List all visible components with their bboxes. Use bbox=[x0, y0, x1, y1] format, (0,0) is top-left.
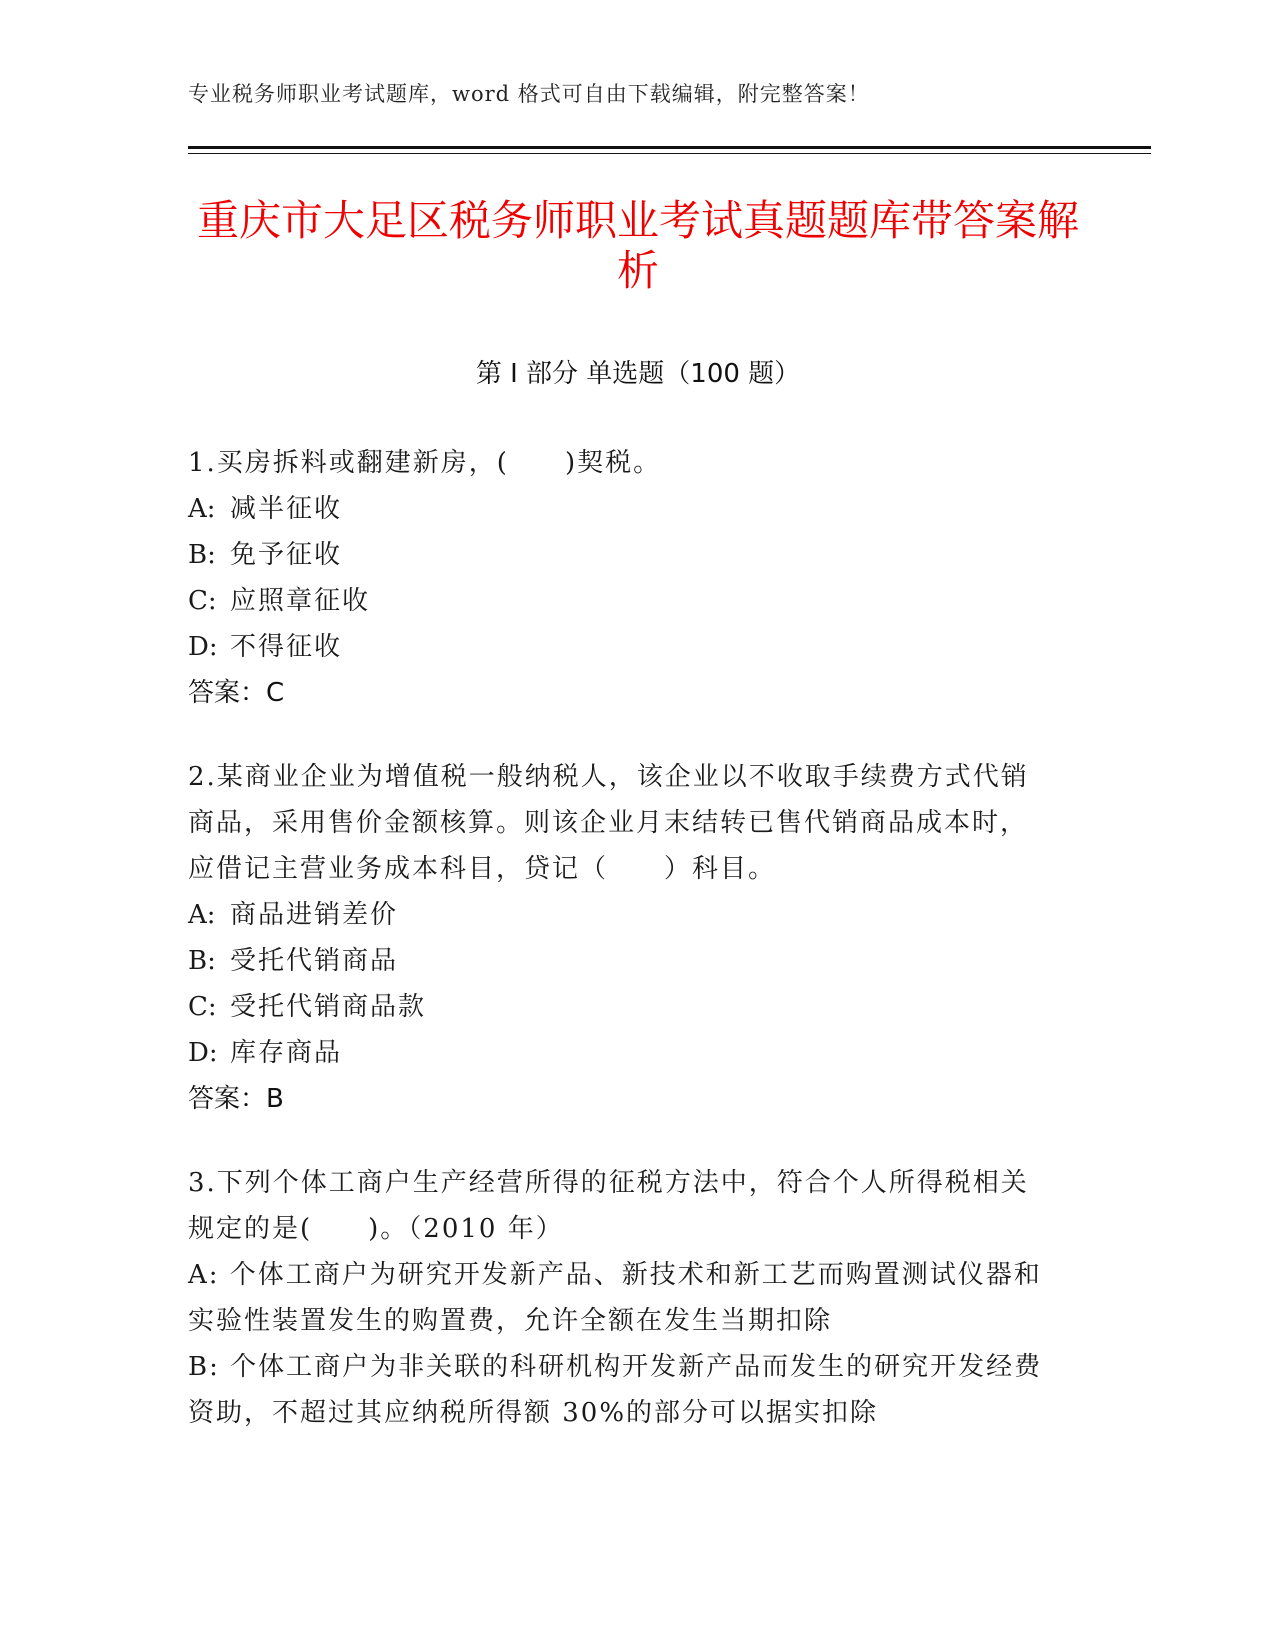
option-prefix: D: bbox=[188, 632, 218, 662]
option-c bbox=[188, 578, 1088, 624]
option-text: 减半征收 bbox=[230, 494, 343, 524]
document-title: 重庆市大足区税务师职业考试真题题库带答案解析 bbox=[196, 196, 1079, 295]
option-b bbox=[188, 938, 1088, 984]
question-stem: 2.某商业企业为增值税一般纳税人，该企业以不收取手续费方式代销 bbox=[188, 762, 1029, 792]
option-text: 免予征收 bbox=[230, 540, 343, 570]
answer-line: 答案：C bbox=[188, 678, 285, 708]
question-stem: 商品，采用售价金额核算。则该企业月末结转已售代销商品成本时， bbox=[188, 808, 1029, 838]
option-c bbox=[188, 984, 1088, 1030]
option-a-continued: 实验性装置发生的购置费，允许全额在发生当期扣除 bbox=[188, 1306, 833, 1336]
question-stem: 规定的是( )。（2010 年） bbox=[188, 1214, 564, 1244]
option-prefix: C: bbox=[188, 586, 217, 616]
option-prefix: A: bbox=[188, 494, 216, 524]
option-prefix: B: bbox=[188, 540, 216, 570]
question-stem: 3.下列个体工商户生产经营所得的征税方法中，符合个人所得税相关 bbox=[188, 1168, 1029, 1198]
question-stem: 应借记主营业务成本科目，贷记（ ）科目。 bbox=[188, 854, 777, 884]
header-note: 专业税务师职业考试题库，word 格式可自由下载编辑，附完整答案！ bbox=[188, 82, 870, 106]
answer-line: 答案：B bbox=[188, 1084, 284, 1114]
option-b bbox=[188, 532, 1088, 578]
option-prefix: A: bbox=[188, 900, 216, 930]
option-prefix: C: bbox=[188, 992, 217, 1022]
option-text: 受托代销商品款 bbox=[230, 992, 427, 1022]
option-text: 商品进销差价 bbox=[230, 900, 399, 930]
option-a bbox=[188, 892, 1088, 938]
option-text: 受托代销商品 bbox=[230, 946, 399, 976]
option-text: 应照章征收 bbox=[230, 586, 371, 616]
question-stem: 1.买房拆料或翻建新房，( )契税。 bbox=[188, 448, 662, 478]
header-rule-thick bbox=[188, 146, 1151, 149]
question-1 bbox=[188, 440, 1088, 716]
option-prefix: D: bbox=[188, 1038, 218, 1068]
option-a: A: 个体工商户为研究开发新产品、新技术和新工艺而购置测试仪器和 bbox=[188, 1260, 1042, 1290]
question-list bbox=[188, 440, 1088, 1474]
option-b: B: 个体工商户为非关联的科研机构开发新产品而发生的研究开发经费 bbox=[188, 1352, 1043, 1382]
option-prefix: B: bbox=[188, 946, 216, 976]
option-text: 库存商品 bbox=[230, 1038, 343, 1068]
option-d bbox=[188, 624, 1088, 670]
section-heading: 第 I 部分 单选题（100 题） bbox=[475, 359, 801, 389]
option-b-continued: 资助，不超过其应纳税所得额 30%的部分可以据实扣除 bbox=[188, 1398, 879, 1428]
option-d bbox=[188, 1030, 1088, 1076]
question-2 bbox=[188, 754, 1088, 1122]
option-a bbox=[188, 486, 1088, 532]
header-rule-thin bbox=[188, 153, 1151, 154]
option-text: 不得征收 bbox=[230, 632, 343, 662]
question-3 bbox=[188, 1160, 1088, 1436]
